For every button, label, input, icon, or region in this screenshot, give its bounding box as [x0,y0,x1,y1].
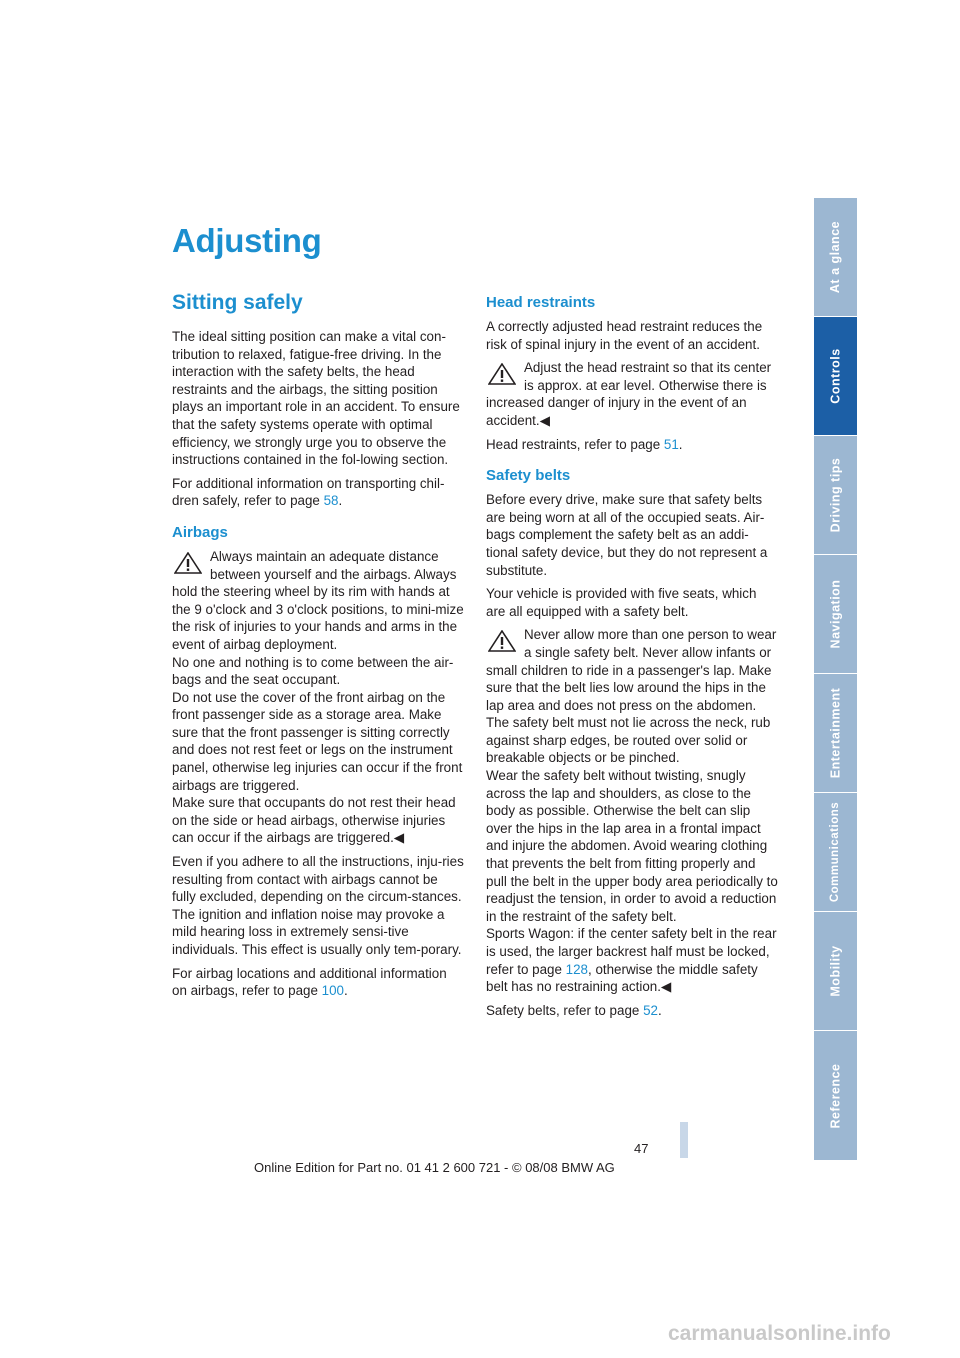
airbag-locations-paragraph: For airbag locations and additional information on airbags, refer to page 100. [172,965,447,999]
safety-belts-heading: Safety belts [486,467,571,485]
left-column [172,328,464,1006]
safety-belts-warning-text: Never allow more than one person to wear a single safety belt. Never allow infants or small children to ride in a passenger's lap. Make sure that the belt lies low around the hips in the lap area and does not press on the abdomen. The safety belt must not lie across the neck, rub against sharp edges, be routed over solid or breakable objects or be pinched. [486,627,777,766]
airbags-warning-text: Always maintain an adequate distance between yourself and the airbags. Always hold the steering wheel by its rim with hands at the 9 o'clock and 3 o'clock positions, to mini-mize the risk of injuries to your hands and arms in the event of airbag deployment. [172,548,464,652]
page-number: 47 [634,1141,649,1156]
head-restraints-paragraph: A correctly adjusted head restraint reduces the risk of spinal injury in the event of an accident. [486,319,763,352]
tab-at-a-glance[interactable]: At a glance [814,198,857,317]
chapter-tab-bar [814,198,857,1160]
warning-triangle-icon [488,630,516,652]
airbags-warning-text-3: Do not use the cover of the front airbag on the front passenger side as a storage area. Make sure that the front passenger is sitting correctly and does not rest feet or legs on the instrument panel, otherwise leg injuries can occur if the front airbags are triggered. [172,689,463,793]
page-link-51[interactable]: 51 [663,436,679,452]
page-link-58[interactable]: 58 [323,493,339,509]
airbags-warning-text-2: No one and nothing is to come between the air-bags and the seat occupant. [172,654,454,688]
intro-paragraph: The ideal sitting position can make a vital con-tribution to relaxed, fatigue-free driving. In the interaction with the safety belts, the head restraints and the airbags, the sitting position plays an important role in an accident. To ensure that the safety systems operate with optimal efficiency, we strongly urge you to observe the instructions contained in the fol-lowing section. [172,329,460,468]
seats-paragraph: Your vehicle is provided with five seats, which are all equipped with a safety belt. [486,586,757,619]
tab-communications[interactable]: Communications [814,793,857,912]
child-safety-paragraph: For additional information on transporting chil-dren safely, refer to page 58. [172,475,445,509]
tab-entertainment[interactable]: Entertainment [814,674,857,793]
page-link-128[interactable]: 128 [565,961,588,977]
section-title: Sitting safely [172,291,303,314]
warning-triangle-icon [488,363,516,385]
page-link-52[interactable]: 52 [643,1002,658,1018]
head-restraints-heading: Head restraints [486,294,596,311]
airbags-heading: Airbags [172,523,228,541]
tab-reference[interactable]: Reference [828,1063,843,1128]
tab-driving-tips[interactable]: Driving tips [814,436,857,555]
warning-triangle-icon [174,552,202,574]
safety-belts-ref: Safety belts, refer to page 52. [486,1002,662,1018]
tab-mobility[interactable]: Mobility [814,912,857,1031]
safety-belts-paragraph: Before every drive, make sure that safety belts are being worn at all of the occupied seats. Air-bags complement the safety belt as an addi-tional safety device, but they do not represent a substitute. [486,492,768,578]
footer-accent-bar [680,1122,688,1158]
tab-navigation[interactable]: Navigation [814,555,857,674]
airbags-warning [172,548,464,847]
safety-belts-warning-text-3: Sports Wagon: if the center safety belt in the rear is used, the larger backrest half must be locked, refer to page 128, otherwise the middle safety belt has no restraining action.◀ [486,926,777,995]
watermark: carmanualsonline.info [668,1322,891,1345]
page-link-100[interactable]: 100 [321,983,344,999]
head-restraints-ref: Head restraints, refer to page 51. [486,436,683,452]
airbag-noise-paragraph: Even if you adhere to all the instructions, inju-ries resulting from contact with airbags cannot be fully excluded, depending on the circum-stances. The ignition and inflation noise may provoke a mild hearing loss in extremely sensi-tive individuals. This effect is usually only tem-porary. [172,854,464,957]
head-restraints-warning-text: Adjust the head restraint so that its center is approx. at ear level. Otherwise there is increased danger of injury in the event of an accident.◀ [486,360,772,428]
head-restraints-warning [486,359,778,429]
footer-edition: Online Edition for Part no. 01 41 2 600 721 - © 08/08 BMW AG [254,1160,615,1175]
page-title: Adjusting [172,222,322,259]
safety-belts-warning-text-2: Wear the safety belt without twisting, snugly across the lap and shoulders, as close to the body as possible. Otherwise the belt can slip over the hips in the lap area in a frontal impact and injure the abdomen. Avoid wearing clothing that prevents the belt from fitting properly and pull the belt in the upper body area periodically to readjust the tension, in order to avoid a reduction in the restraint of the safety belt. [486,768,778,924]
safety-belts-warning [486,626,778,995]
right-column [486,294,778,1025]
airbags-warning-text-4: Make sure that occupants do not rest their head on the side or head airbags, otherwise injuries can occur if the airbags are triggered.◀ [172,795,456,846]
tab-controls[interactable]: Controls [814,317,857,436]
